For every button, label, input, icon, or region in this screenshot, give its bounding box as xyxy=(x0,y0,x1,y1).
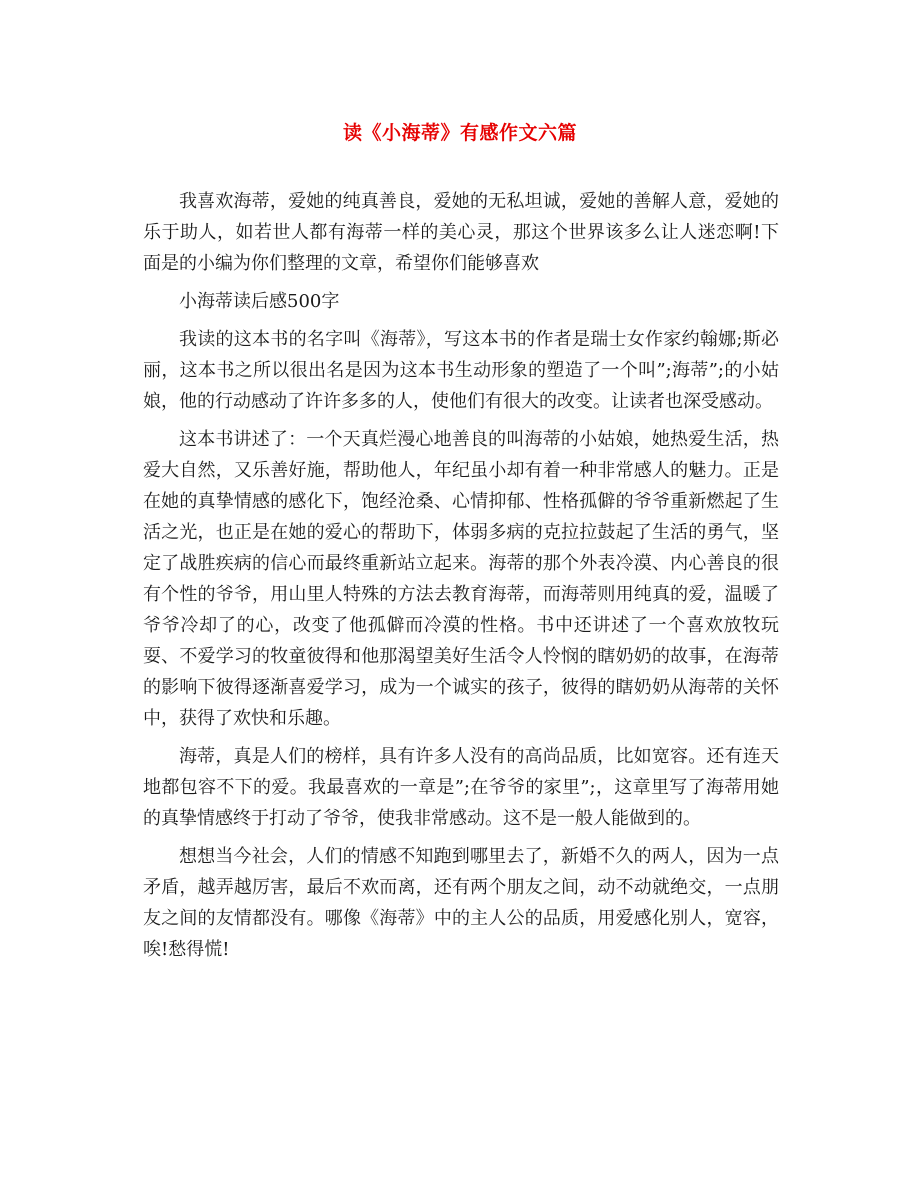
section-subtitle: 小海蒂读后感500字 xyxy=(179,291,340,312)
body-paragraph: 这本书讲述了：一个天真烂漫心地善良的叫海蒂的小姑娘，她热爱生活，热爱大自然，又乐善好施，帮助他人，年纪虽小却有着一种非常感人的魅力。正是在她的真挚情感的感化下，饱经沧桑、心情抑郁、性格孤僻的爷爷重新燃起了生活之光，也正是在她的爱心的帮助下，体弱多病的克拉拉鼓起了生活的勇气，坚定了战胜疾病的信心而最终重新站立起来。海蒂的那个外表冷漠、内心善良的很有个性的爷爷，用山里人特殊的方法去教育海蒂，而海蒂则用纯真的爱，温暖了爷爷冷却了的心，改变了他孤僻而冷漠的性格。书中还讲述了一个喜欢放牧玩耍、不爱学习的牧童彼得和他那渴望美好生活令人怜悯的瞎奶奶的故事，在海蒂的影响下彼得逐渐喜爱学习，成为一个诚实的孩子，彼得的瞎奶奶从海蒂的关怀中，获得了欢快和乐趣。 xyxy=(143,429,779,729)
document-title: 读《小海蒂》有感作文六篇 xyxy=(342,122,577,144)
document-body xyxy=(143,186,779,972)
body-paragraph: 想想当今社会，人们的情感不知跑到哪里去了，新婚不久的两人，因为一点矛盾，越弄越厉害，最后不欢而离，还有两个朋友之间，动不动就绝交，一点朋友之间的友情都没有。哪像《海蒂》中的主人公的品质，用爱感化别人，宽容，唉!愁得慌! xyxy=(143,846,779,960)
body-paragraph: 海蒂，真是人们的榜样，具有许多人没有的高尚品质，比如宽容。还有连天地都包容不下的爱。我最喜欢的一章是”;在爷爷的家里”;，这章里写了海蒂用她的真挚情感终于打动了爷爷，使我非常感动。这不是一般人能做到的。 xyxy=(143,746,779,829)
intro-paragraph: 我喜欢海蒂，爱她的纯真善良，爱她的无私坦诚，爱她的善解人意，爱她的乐于助人，如若世人都有海蒂一样的美心灵，那这个世界该多么让人迷恋啊!下面是的小编为你们整理的文章，希望你们能够喜欢 xyxy=(143,191,779,274)
body-paragraph: 我读的这本书的名字叫《海蒂》，写这本书的作者是瑞士女作家约翰娜;斯必丽，这本书之所以很出名是因为这本书生动形象的塑造了一个叫”;海蒂”;的小姑娘，他的行动感动了许许多多的人，使他们有很大的改变。让读者也深受感动。 xyxy=(143,329,779,412)
